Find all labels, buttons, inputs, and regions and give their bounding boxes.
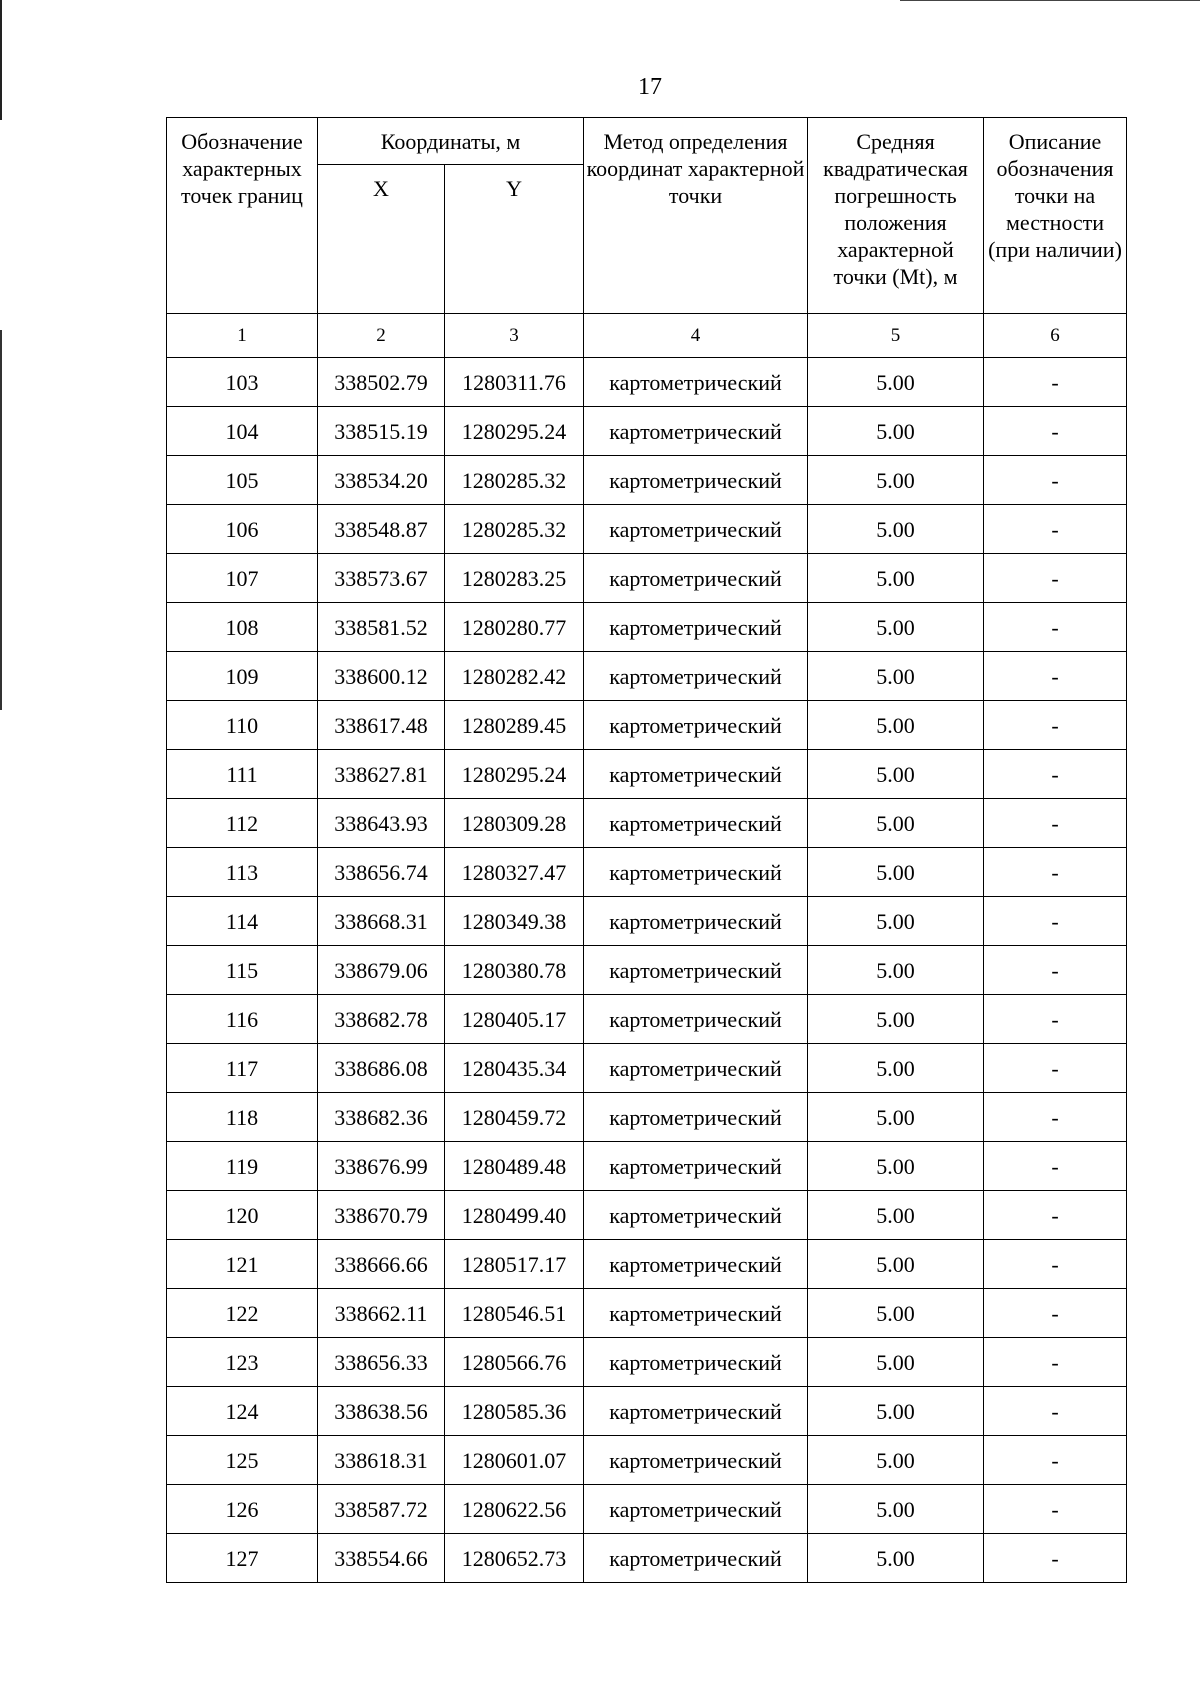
cell-point: 113 <box>167 848 318 897</box>
cell-error: 5.00 <box>808 1338 984 1387</box>
cell-point: 116 <box>167 995 318 1044</box>
cell-method: картометрический <box>584 652 808 701</box>
cell-error: 5.00 <box>808 848 984 897</box>
cell-description: - <box>984 1191 1127 1240</box>
cell-y: 1280309.28 <box>445 799 584 848</box>
table-row <box>167 750 1127 799</box>
table-row <box>167 1142 1127 1191</box>
cell-x: 338618.31 <box>318 1436 445 1485</box>
cell-error: 5.00 <box>808 1534 984 1583</box>
cell-error: 5.00 <box>808 1485 984 1534</box>
cell-method: картометрический <box>584 1191 808 1240</box>
cell-error: 5.00 <box>808 1289 984 1338</box>
cell-error: 5.00 <box>808 554 984 603</box>
cell-y: 1280289.45 <box>445 701 584 750</box>
cell-error: 5.00 <box>808 603 984 652</box>
header-description: Описание обозначения точки на местности (при наличии) <box>984 118 1127 314</box>
cell-description: - <box>984 1093 1127 1142</box>
cell-description: - <box>984 995 1127 1044</box>
cell-x: 338686.08 <box>318 1044 445 1093</box>
header-error: Средняя квадратическая погрешность положения характерной точки (Mt), м <box>808 118 984 314</box>
cell-y: 1280622.56 <box>445 1485 584 1534</box>
cell-description: - <box>984 848 1127 897</box>
cell-description: - <box>984 1387 1127 1436</box>
cell-x: 338666.66 <box>318 1240 445 1289</box>
cell-method: картометрический <box>584 1289 808 1338</box>
table-row <box>167 1093 1127 1142</box>
cell-description: - <box>984 1338 1127 1387</box>
cell-point: 103 <box>167 358 318 407</box>
cell-description: - <box>984 1240 1127 1289</box>
cell-y: 1280435.34 <box>445 1044 584 1093</box>
table-row <box>167 1044 1127 1093</box>
cell-y: 1280459.72 <box>445 1093 584 1142</box>
cell-method: картометрический <box>584 358 808 407</box>
cell-point: 115 <box>167 946 318 995</box>
cell-error: 5.00 <box>808 1436 984 1485</box>
table-row <box>167 1338 1127 1387</box>
cell-method: картометрический <box>584 701 808 750</box>
cell-x: 338682.78 <box>318 995 445 1044</box>
cell-error: 5.00 <box>808 701 984 750</box>
cell-x: 338515.19 <box>318 407 445 456</box>
cell-x: 338668.31 <box>318 897 445 946</box>
cell-x: 338656.33 <box>318 1338 445 1387</box>
cell-error: 5.00 <box>808 1240 984 1289</box>
cell-point: 117 <box>167 1044 318 1093</box>
cell-y: 1280311.76 <box>445 358 584 407</box>
cell-error: 5.00 <box>808 1093 984 1142</box>
cell-method: картометрический <box>584 1240 808 1289</box>
cell-y: 1280283.25 <box>445 554 584 603</box>
cell-point: 127 <box>167 1534 318 1583</box>
table-row <box>167 1240 1127 1289</box>
cell-error: 5.00 <box>808 1044 984 1093</box>
coordinates-table <box>166 117 1127 1583</box>
cell-y: 1280380.78 <box>445 946 584 995</box>
column-number: 2 <box>318 314 445 358</box>
table-row <box>167 407 1127 456</box>
table-row <box>167 358 1127 407</box>
cell-y: 1280517.17 <box>445 1240 584 1289</box>
cell-error: 5.00 <box>808 1387 984 1436</box>
cell-y: 1280295.24 <box>445 407 584 456</box>
cell-x: 338573.67 <box>318 554 445 603</box>
cell-x: 338617.48 <box>318 701 445 750</box>
cell-x: 338676.99 <box>318 1142 445 1191</box>
table-row <box>167 1436 1127 1485</box>
cell-x: 338670.79 <box>318 1191 445 1240</box>
cell-x: 338600.12 <box>318 652 445 701</box>
cell-method: картометрический <box>584 456 808 505</box>
table-row <box>167 1191 1127 1240</box>
cell-point: 120 <box>167 1191 318 1240</box>
cell-point: 109 <box>167 652 318 701</box>
cell-y: 1280295.24 <box>445 750 584 799</box>
cell-description: - <box>984 1142 1127 1191</box>
header-y: Y <box>445 165 584 314</box>
cell-description: - <box>984 1534 1127 1583</box>
table-row <box>167 1534 1127 1583</box>
cell-x: 338587.72 <box>318 1485 445 1534</box>
cell-point: 121 <box>167 1240 318 1289</box>
cell-x: 338554.66 <box>318 1534 445 1583</box>
table-row <box>167 1485 1127 1534</box>
column-number: 4 <box>584 314 808 358</box>
cell-method: картометрический <box>584 946 808 995</box>
cell-error: 5.00 <box>808 652 984 701</box>
cell-y: 1280285.32 <box>445 505 584 554</box>
table-row <box>167 1289 1127 1338</box>
cell-method: картометрический <box>584 554 808 603</box>
table-row <box>167 946 1127 995</box>
cell-description: - <box>984 407 1127 456</box>
cell-x: 338534.20 <box>318 456 445 505</box>
table-row <box>167 456 1127 505</box>
cell-description: - <box>984 897 1127 946</box>
table-row <box>167 848 1127 897</box>
cell-y: 1280585.36 <box>445 1387 584 1436</box>
cell-description: - <box>984 701 1127 750</box>
cell-y: 1280285.32 <box>445 456 584 505</box>
cell-x: 338679.06 <box>318 946 445 995</box>
cell-x: 338662.11 <box>318 1289 445 1338</box>
table-row <box>167 1387 1127 1436</box>
cell-x: 338581.52 <box>318 603 445 652</box>
cell-point: 122 <box>167 1289 318 1338</box>
cell-description: - <box>984 456 1127 505</box>
cell-point: 105 <box>167 456 318 505</box>
cell-y: 1280499.40 <box>445 1191 584 1240</box>
cell-description: - <box>984 652 1127 701</box>
cell-method: картометрический <box>584 407 808 456</box>
cell-error: 5.00 <box>808 995 984 1044</box>
cell-y: 1280282.42 <box>445 652 584 701</box>
cell-description: - <box>984 554 1127 603</box>
table-row <box>167 505 1127 554</box>
cell-point: 114 <box>167 897 318 946</box>
cell-x: 338502.79 <box>318 358 445 407</box>
cell-method: картометрический <box>584 1093 808 1142</box>
column-number-row <box>167 314 1127 358</box>
table-row <box>167 701 1127 750</box>
table-row <box>167 652 1127 701</box>
cell-y: 1280652.73 <box>445 1534 584 1583</box>
cell-point: 110 <box>167 701 318 750</box>
cell-method: картометрический <box>584 848 808 897</box>
cell-point: 108 <box>167 603 318 652</box>
scan-edge-top <box>900 0 1200 1</box>
cell-y: 1280546.51 <box>445 1289 584 1338</box>
cell-point: 111 <box>167 750 318 799</box>
header-point: Обозначение характерных точек границ <box>167 118 318 314</box>
scan-edge-left <box>0 0 2 120</box>
cell-method: картометрический <box>584 603 808 652</box>
cell-point: 106 <box>167 505 318 554</box>
header-x: X <box>318 165 445 314</box>
column-number: 1 <box>167 314 318 358</box>
cell-point: 118 <box>167 1093 318 1142</box>
table-row <box>167 554 1127 603</box>
header-method: Метод определения координат характерной точки <box>584 118 808 314</box>
cell-method: картометрический <box>584 1534 808 1583</box>
cell-x: 338638.56 <box>318 1387 445 1436</box>
cell-error: 5.00 <box>808 799 984 848</box>
cell-point: 104 <box>167 407 318 456</box>
cell-method: картометрический <box>584 1436 808 1485</box>
cell-description: - <box>984 1485 1127 1534</box>
table-row <box>167 799 1127 848</box>
cell-point: 119 <box>167 1142 318 1191</box>
cell-description: - <box>984 603 1127 652</box>
cell-method: картометрический <box>584 799 808 848</box>
cell-error: 5.00 <box>808 750 984 799</box>
cell-method: картометрический <box>584 750 808 799</box>
cell-method: картометрический <box>584 505 808 554</box>
cell-point: 124 <box>167 1387 318 1436</box>
cell-method: картометрический <box>584 1485 808 1534</box>
cell-y: 1280566.76 <box>445 1338 584 1387</box>
cell-y: 1280327.47 <box>445 848 584 897</box>
cell-error: 5.00 <box>808 407 984 456</box>
cell-description: - <box>984 1436 1127 1485</box>
cell-description: - <box>984 799 1127 848</box>
cell-y: 1280405.17 <box>445 995 584 1044</box>
cell-error: 5.00 <box>808 897 984 946</box>
cell-y: 1280280.77 <box>445 603 584 652</box>
cell-error: 5.00 <box>808 1142 984 1191</box>
cell-method: картометрический <box>584 1142 808 1191</box>
cell-description: - <box>984 750 1127 799</box>
column-number: 3 <box>445 314 584 358</box>
cell-method: картометрический <box>584 995 808 1044</box>
cell-error: 5.00 <box>808 456 984 505</box>
cell-error: 5.00 <box>808 505 984 554</box>
cell-x: 338682.36 <box>318 1093 445 1142</box>
cell-y: 1280489.48 <box>445 1142 584 1191</box>
cell-y: 1280349.38 <box>445 897 584 946</box>
column-number: 5 <box>808 314 984 358</box>
table-body <box>167 358 1127 1583</box>
cell-x: 338643.93 <box>318 799 445 848</box>
cell-point: 107 <box>167 554 318 603</box>
cell-error: 5.00 <box>808 1191 984 1240</box>
cell-method: картометрический <box>584 1387 808 1436</box>
table-row <box>167 897 1127 946</box>
cell-method: картометрический <box>584 897 808 946</box>
cell-description: - <box>984 1044 1127 1093</box>
cell-x: 338656.74 <box>318 848 445 897</box>
cell-point: 126 <box>167 1485 318 1534</box>
cell-method: картометрический <box>584 1338 808 1387</box>
cell-point: 112 <box>167 799 318 848</box>
scan-edge-left-lower <box>0 330 2 710</box>
cell-error: 5.00 <box>808 946 984 995</box>
cell-point: 125 <box>167 1436 318 1485</box>
cell-description: - <box>984 1289 1127 1338</box>
cell-error: 5.00 <box>808 358 984 407</box>
table-row <box>167 603 1127 652</box>
table-row <box>167 995 1127 1044</box>
cell-point: 123 <box>167 1338 318 1387</box>
cell-method: картометрический <box>584 1044 808 1093</box>
cell-x: 338548.87 <box>318 505 445 554</box>
cell-description: - <box>984 505 1127 554</box>
cell-description: - <box>984 358 1127 407</box>
cell-x: 338627.81 <box>318 750 445 799</box>
cell-description: - <box>984 946 1127 995</box>
cell-y: 1280601.07 <box>445 1436 584 1485</box>
header-coordinates: Координаты, м <box>318 118 584 165</box>
page-number: 17 <box>638 74 662 100</box>
column-number: 6 <box>984 314 1127 358</box>
